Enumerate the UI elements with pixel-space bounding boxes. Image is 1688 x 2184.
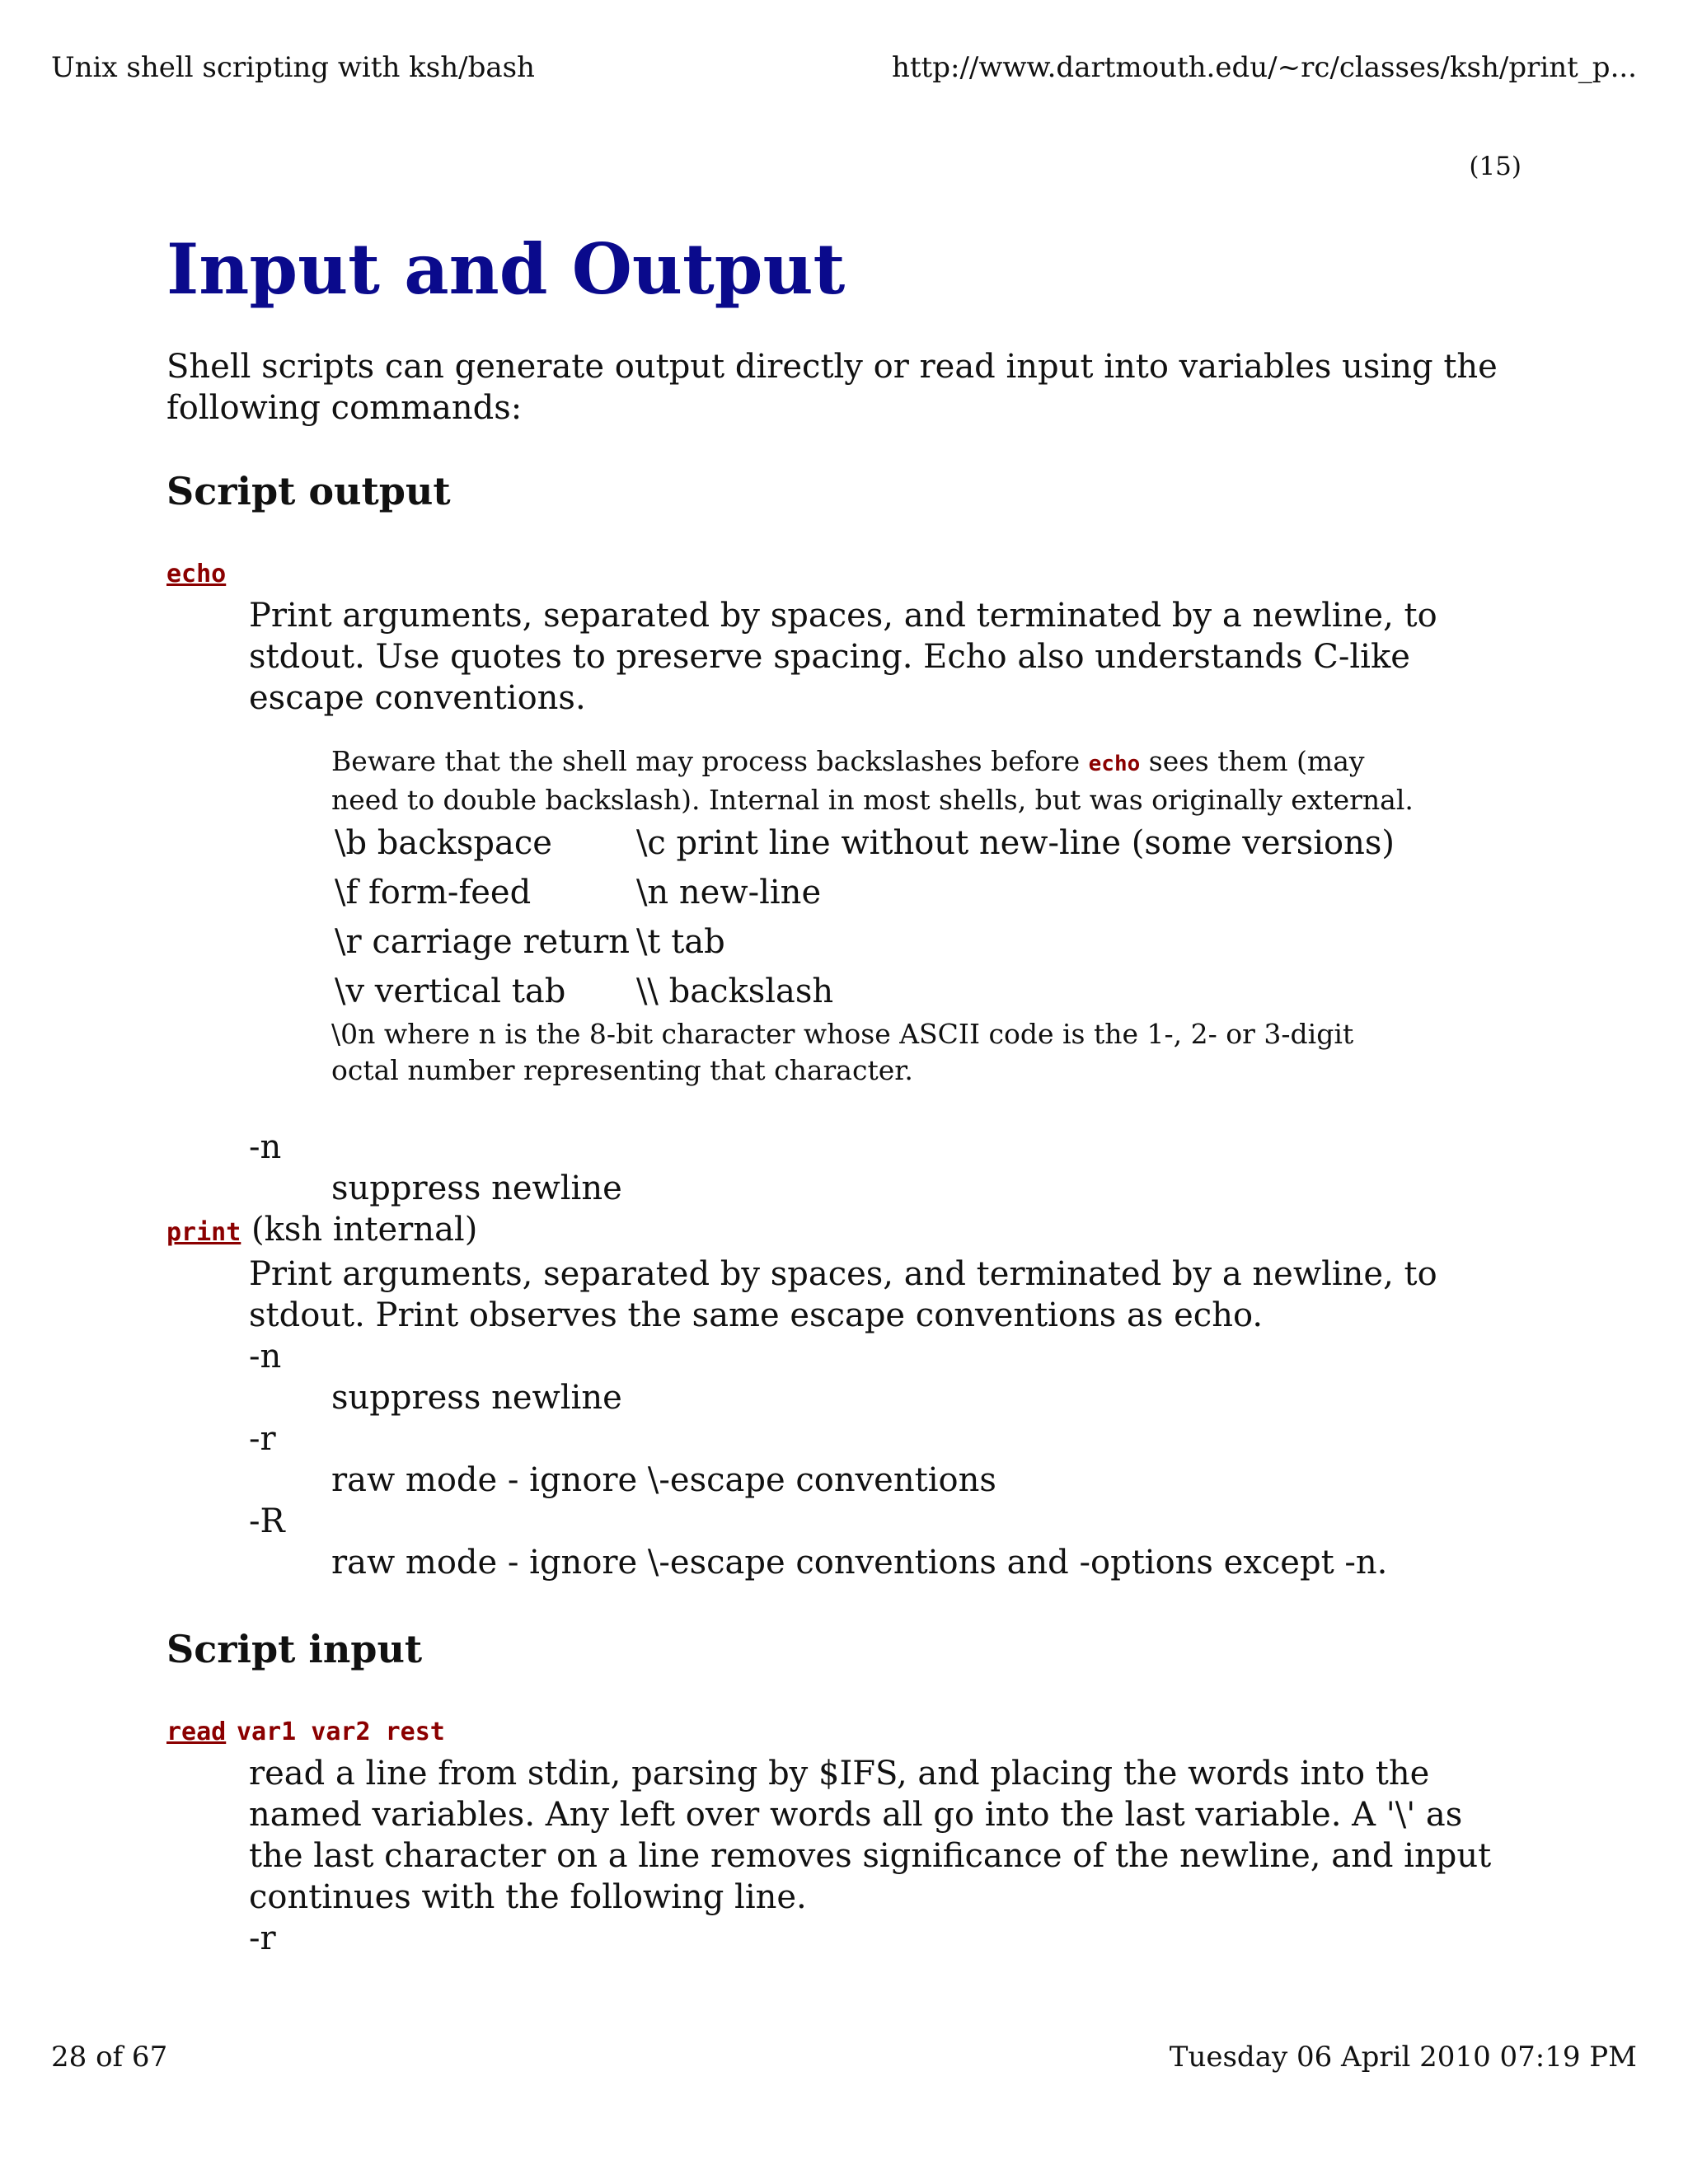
echo-option-n-desc: suppress newline — [331, 1169, 622, 1207]
echo-note-before: Beware that the shell may process backslashes before — [331, 745, 1081, 777]
read-link[interactable]: read — [166, 1718, 227, 1746]
echo-note — [331, 743, 1428, 818]
escape-cell: \\ backslash — [635, 972, 834, 1010]
page-title: Input and Output — [166, 228, 846, 310]
print-option-desc: raw mode - ignore \-escape conventions — [331, 1461, 996, 1499]
escape-cell: \t tab — [635, 923, 725, 961]
octal-note: \0n where n is the 8-bit character whose ASCII code is the 1-, 2- or 3-digit octal number representing that character. — [331, 1018, 1354, 1086]
print-option-flag: -r — [249, 1420, 276, 1458]
table-row — [331, 868, 1398, 917]
read-option-r-flag: -r — [249, 1919, 276, 1957]
print-description: Print arguments, separated by spaces, and terminated by a newline, to stdout. Print observes the same escape conventions as echo. — [249, 1255, 1437, 1334]
section-heading-input: Script input — [166, 1627, 423, 1671]
print-option-flag: -R — [249, 1502, 285, 1540]
print-term-row — [166, 1209, 1523, 1254]
echo-option-n-flag: -n — [249, 1128, 282, 1166]
escape-cell: \v vertical tab — [335, 972, 566, 1010]
escape-cell: \f form-feed — [335, 874, 532, 912]
section-heading-output: Script output — [166, 469, 451, 513]
running-header-title: Unix shell scripting with ksh/bash — [51, 51, 535, 84]
print-suffix: (ksh internal) — [251, 1211, 478, 1249]
echo-link[interactable]: echo — [166, 560, 227, 588]
echo-term-row — [166, 551, 1523, 595]
echo-entry — [166, 551, 1523, 1209]
read-entry — [166, 1708, 1523, 1959]
intro-paragraph: Shell scripts can generate output directly or read input into variables using the following commands: — [166, 348, 1498, 427]
footer-timestamp: Tuesday 06 April 2010 07:19 PM — [1169, 2041, 1637, 2074]
print-option-desc: suppress newline — [331, 1379, 622, 1417]
running-header-url: http://www.dartmouth.edu/~rc/classes/ksh/print_p... — [892, 51, 1637, 84]
footer-page-count: 28 of 67 — [51, 2041, 168, 2074]
echo-description: Print arguments, separated by spaces, and terminated by a newline, to stdout. Use quotes to preserve spacing. Echo also understands C-like escape conventions. — [249, 597, 1437, 717]
escape-table — [331, 818, 1398, 1016]
main-content — [166, 221, 1523, 1959]
escape-cell: \b backspace — [335, 824, 552, 862]
echo-note-after: sees them (may need to double backslash). Internal in most shells, but was originally external. — [331, 745, 1414, 816]
echo-note-term: echo — [1088, 752, 1141, 776]
page-label: (15) — [1469, 152, 1522, 181]
escape-cell: \r carriage return — [335, 923, 630, 961]
table-row — [331, 818, 1398, 868]
escape-cell: \n new-line — [635, 874, 822, 912]
print-option-desc: raw mode - ignore \-escape conventions and -options except -n. — [331, 1544, 1388, 1582]
table-row — [331, 917, 1398, 967]
print-link[interactable]: print — [166, 1218, 241, 1247]
read-term-row — [166, 1708, 1523, 1753]
escape-cell: \c print line without new-line (some versions) — [635, 824, 1395, 862]
table-row — [331, 967, 1398, 1016]
print-entry — [166, 1209, 1523, 1583]
read-args: var1 var2 rest — [236, 1718, 445, 1746]
print-option-flag: -n — [249, 1338, 282, 1376]
read-description: read a line from stdin, parsing by $IFS, and placing the words into the named variables. Any left over words all go into the last variable. A '\' as the last character on a line removes significance of the newline, and input continues with the following line. — [249, 1755, 1492, 1916]
